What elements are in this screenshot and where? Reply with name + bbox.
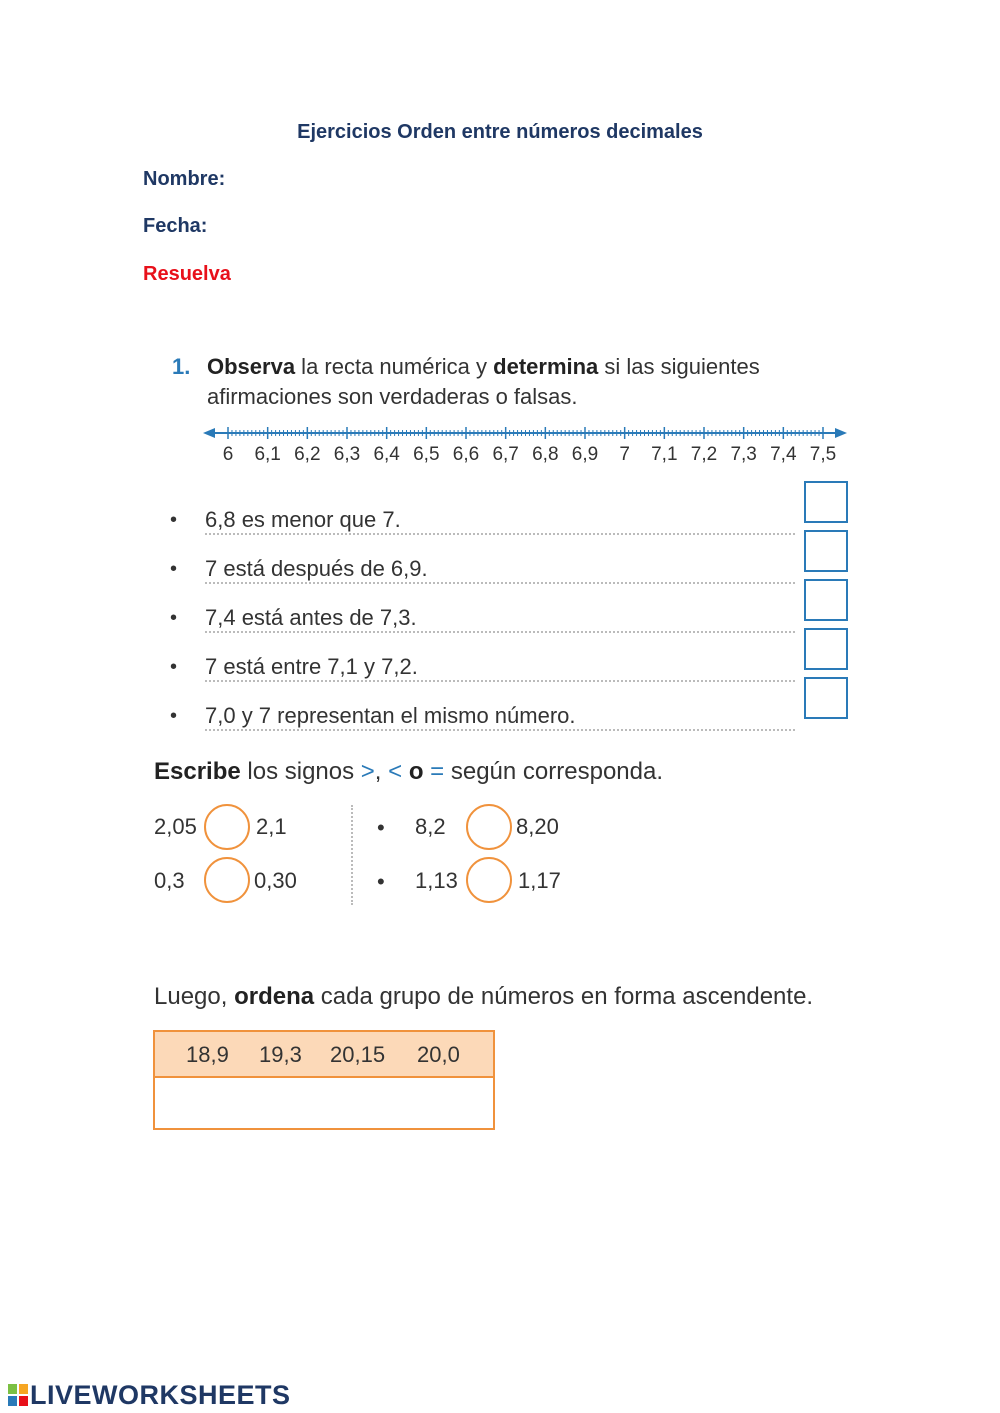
statement-row — [170, 501, 850, 541]
column-divider — [351, 805, 353, 905]
answer-box-3[interactable] — [804, 579, 848, 621]
number-line-label: 6,9 — [571, 444, 599, 465]
question-number: 1. — [172, 354, 191, 379]
number-line-label: 6,6 — [452, 444, 480, 465]
comparison-right-value: 2,1 — [256, 814, 287, 839]
answer-box-1[interactable] — [804, 481, 848, 523]
bullet: • — [170, 705, 178, 727]
number-line-label: 7,4 — [770, 444, 797, 465]
order-instruction — [154, 983, 813, 1011]
number-line-label: 6,4 — [373, 444, 400, 465]
dotted-leader — [205, 582, 795, 584]
sign-circle-3[interactable] — [466, 804, 512, 850]
answer-box-4[interactable] — [804, 628, 848, 670]
number-line-label: 6,3 — [333, 444, 361, 465]
statement-row — [170, 697, 850, 737]
logo-text: LIVEWORKSHEETS — [30, 1380, 291, 1410]
order-table — [153, 1030, 495, 1130]
sign-circle-4[interactable] — [466, 857, 512, 903]
number-line-label: 7,2 — [690, 444, 718, 465]
order-numbers-row — [155, 1032, 493, 1078]
statement-row — [170, 599, 850, 639]
date-label: Fecha: — [143, 215, 208, 237]
dotted-leader — [205, 680, 795, 682]
order-text: Luego, — [154, 983, 235, 1010]
worksheet-title: Ejercicios Orden entre números decimales — [297, 121, 703, 143]
signs-instruction — [154, 758, 663, 786]
left-arrow-icon — [203, 428, 215, 438]
order-number: 20,15 — [330, 1042, 386, 1067]
signs-text: según corresponda. — [444, 758, 663, 785]
statement-row — [170, 550, 850, 590]
order-answer-field[interactable] — [155, 1078, 493, 1128]
order-number: 19,3 — [259, 1042, 302, 1067]
question-1-text — [207, 352, 847, 412]
question-text-part: si las siguientes afirmaciones son verdaderas o falsas. — [207, 354, 760, 409]
statement-text: 7 está entre 7,1 y 7,2. — [205, 654, 424, 680]
order-number: 18,9 — [186, 1042, 229, 1067]
liveworksheets-logo — [8, 1380, 291, 1411]
statement-text: 7,0 y 7 representan el mismo número. — [205, 703, 582, 729]
answer-box-5[interactable] — [804, 677, 848, 719]
question-text-part: la recta numérica y — [295, 354, 494, 379]
sign-circle-1[interactable] — [204, 804, 250, 850]
number-line-label: 7 — [619, 444, 630, 465]
statement-row — [170, 648, 850, 688]
number-line-label: 6,2 — [294, 444, 321, 465]
right-arrow-icon — [835, 428, 847, 438]
comparison-left-value: 2,05 — [154, 814, 197, 839]
or-word: o — [408, 758, 424, 785]
bullet: • — [170, 558, 178, 580]
equals-symbol: = — [430, 758, 445, 785]
bullet: • — [170, 656, 178, 678]
dotted-leader — [205, 729, 795, 731]
number-line-label: 7,5 — [809, 444, 837, 465]
statement-text: 7,4 está antes de 7,3. — [205, 605, 423, 631]
signs-text: los signos — [240, 758, 361, 785]
number-line-label: 6,8 — [532, 444, 559, 465]
number-line-label: 7,1 — [651, 444, 678, 465]
bullet: • — [170, 607, 178, 629]
comparison-left-value: 0,3 — [154, 868, 185, 893]
number-line-label: 6,5 — [413, 444, 440, 465]
comparison-right-value: 1,17 — [518, 868, 561, 893]
order-number: 20,0 — [417, 1042, 460, 1067]
sign-circle-2[interactable] — [204, 857, 250, 903]
comparison-right-value: 0,30 — [254, 868, 297, 893]
bullet: • — [170, 509, 178, 531]
question-bold-observa: Observa — [207, 354, 296, 379]
comma: , — [374, 758, 382, 785]
number-line-label: 6,7 — [492, 444, 519, 465]
number-line-label: 7,3 — [730, 444, 757, 465]
less-than-symbol: < — [388, 758, 403, 785]
number-line — [195, 420, 855, 470]
greater-than-symbol: > — [360, 758, 375, 785]
bullet: • — [377, 869, 385, 894]
statement-text: 7 está después de 6,9. — [205, 556, 434, 582]
answer-box-2[interactable] — [804, 530, 848, 572]
comparison-right-value: 8,20 — [516, 814, 559, 839]
number-line-label: 6 — [222, 444, 234, 465]
order-text: cada grupo de números en forma ascendente. — [314, 983, 814, 1010]
dotted-leader — [205, 631, 795, 633]
comparison-left-value: 8,2 — [415, 814, 446, 839]
solve-label: Resuelva — [143, 263, 231, 285]
dotted-leader — [205, 533, 795, 535]
number-line-label: 6,1 — [254, 444, 281, 465]
statement-text: 6,8 es menor que 7. — [205, 507, 407, 533]
comparison-left-value: 1,13 — [415, 868, 458, 893]
liveworksheets-icon — [8, 1384, 28, 1406]
name-label: Nombre: — [143, 168, 226, 190]
signs-bold: Escribe — [154, 758, 241, 785]
question-bold-determina: determina — [493, 354, 599, 379]
order-bold: ordena — [234, 983, 315, 1010]
bullet: • — [377, 815, 385, 840]
